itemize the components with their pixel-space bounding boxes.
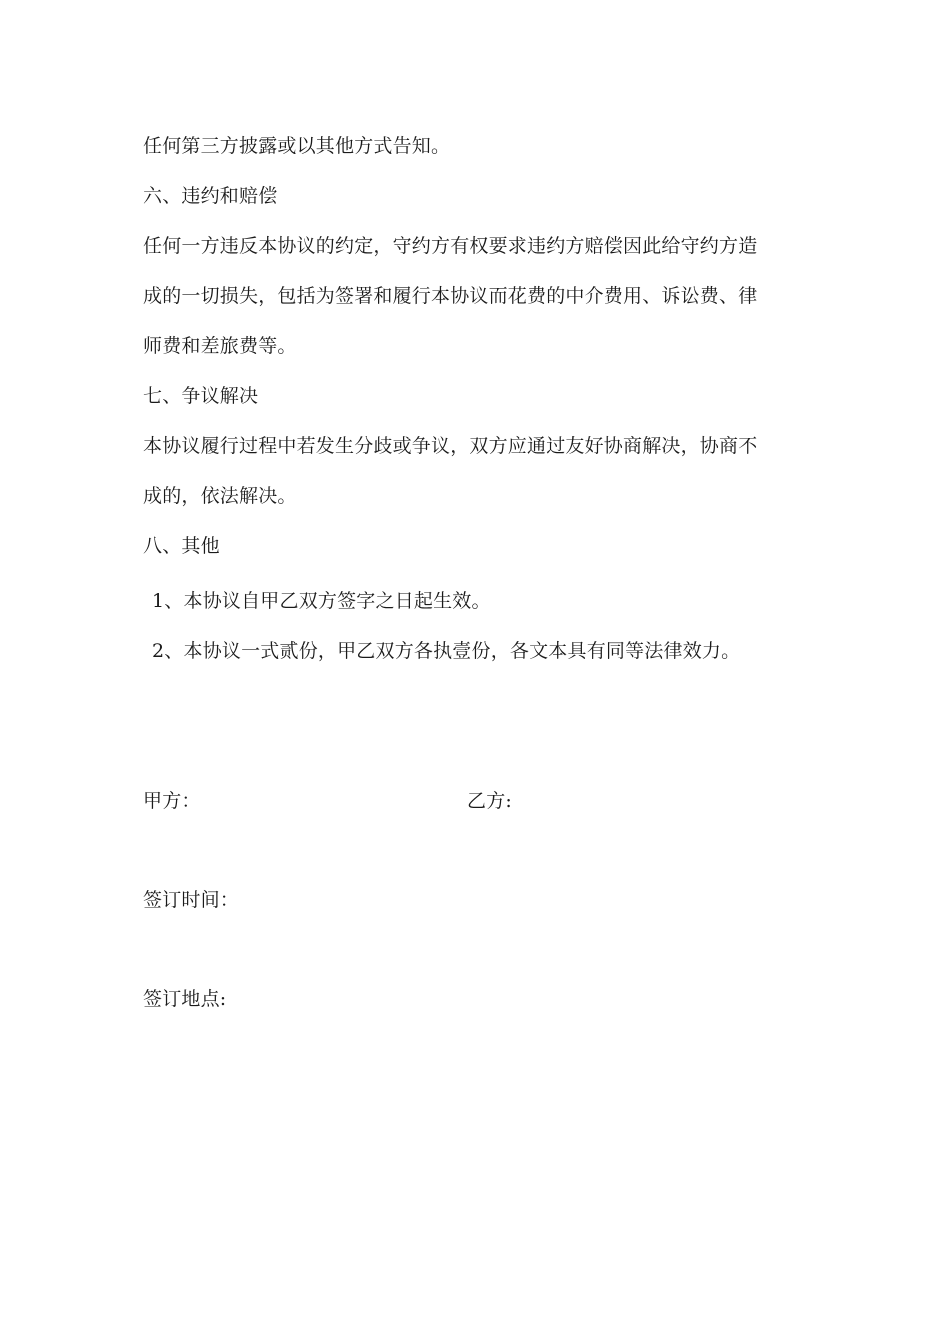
section-heading-other: 八、其他 bbox=[143, 535, 220, 557]
party-a-label: 甲方： bbox=[143, 790, 201, 812]
dispute-paragraph-line: 本协议履行过程中若发生分歧或争议，双方应通过友好协商解决，协商不 bbox=[143, 435, 758, 457]
other-list-item: 1、本协议自甲乙双方签字之日起生效。 bbox=[152, 590, 491, 612]
sign-time-label: 签订时间： bbox=[143, 889, 240, 911]
dispute-paragraph-line: 成的，依法解决。 bbox=[143, 485, 297, 507]
other-list-item: 2、本协议一式贰份，甲乙双方各执壹份，各文本具有同等法律效力。 bbox=[152, 640, 741, 662]
section-heading-dispute: 七、争议解决 bbox=[143, 385, 259, 407]
party-b-label: 乙方: bbox=[467, 790, 513, 812]
breach-paragraph-line: 任何一方违反本协议的约定，守约方有权要求违约方赔偿因此给守约方造 bbox=[143, 235, 758, 257]
breach-paragraph-line: 师费和差旅费等。 bbox=[143, 335, 297, 357]
continuation-text: 任何第三方披露或以其他方式告知。 bbox=[143, 135, 451, 157]
sign-place-label: 签订地点: bbox=[143, 988, 227, 1010]
breach-paragraph-line: 成的一切损失，包括为签署和履行本协议而花费的中介费用、诉讼费、律 bbox=[143, 285, 758, 307]
section-heading-breach: 六、违约和赔偿 bbox=[143, 185, 278, 207]
